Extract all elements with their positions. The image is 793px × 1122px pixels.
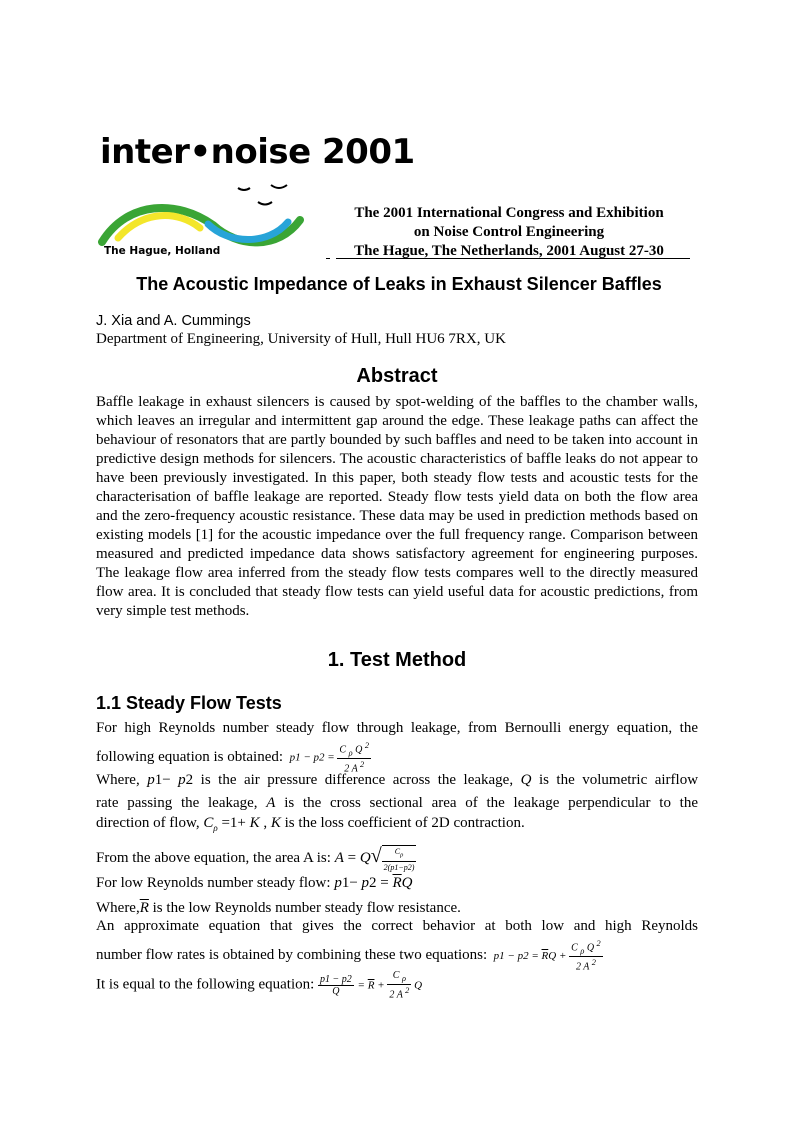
equation-fraction: $\frac{C _\rho Q ^2}{2 A ^2}$ [339, 741, 369, 775]
body-line: direction of flow, $C_\rho =1+ K$ , K is the loss coefficient of 2D contraction. [96, 815, 525, 833]
congress-logo-city: The Hague, Holland [104, 245, 221, 257]
body-line: rate passing the leakage, A is the cross sectional area of the leakage perpendicular to the [96, 795, 698, 811]
bernoulli-equation: p1 − p2 = [286, 751, 338, 764]
body-text: direction of flow, [96, 815, 200, 831]
header-rule-tick [326, 258, 330, 259]
rhs-fraction: $\frac{C _\rho}{2 A ^2}$ [389, 970, 410, 1001]
body-text: rate passing the leakage, [96, 795, 258, 811]
body-text: From the above equation, the area A is: [96, 850, 331, 867]
body-line: Where, p1− p2 is the air pressure difference across the leakage, Q is the volumetric airflow [96, 772, 699, 788]
combined-fraction: $\frac{C _\rho Q ^2}{2 A ^2}$ [571, 939, 601, 973]
body-text: Where, [96, 772, 140, 788]
body-text: is the air pressure difference across the leakage, [200, 772, 514, 788]
paper-title: The Acoustic Impedance of Leaks in Exhaust Silencer Baffles [136, 274, 662, 294]
body-text: is the low Reynolds number steady flow resistance. [152, 900, 461, 916]
conference-line: The 2001 International Congress and Exhibition [354, 205, 664, 221]
lhs-fraction: $\frac{p1 - p2}{Q}$ [320, 973, 352, 997]
body-line: An approximate equation that gives the correct behavior at both low and high Reynolds [96, 918, 698, 934]
congress-logo-text: inter•noise 2001 [100, 132, 415, 172]
body-text: number flow rates is obtained by combining these two equations: [96, 946, 488, 963]
conference-line: The Hague, The Netherlands, 2001 August 27-30 [354, 243, 664, 259]
body-text: is the cross sectional area of the leakage perpendicular to the [284, 795, 698, 811]
body-line: For high Reynolds number steady flow through leakage, from Bernoulli energy equation, the [96, 720, 698, 736]
subsection-heading: 1.1 Steady Flow Tests [96, 693, 282, 713]
body-text: is the loss coefficient of 2D contraction. [284, 815, 525, 831]
body-text: For low Reynolds number steady flow: [96, 875, 331, 891]
equation-line: It is equal to the following equation: $\frac{p1 - p2}{Q}$ = $\overline{R}$ + $\frac{C _\rho}{2 A ^2}$ Q [96, 970, 423, 1001]
body-text: It is equal to the following equation: [96, 976, 315, 993]
body-text: following equation is obtained: [96, 748, 284, 765]
body-text: Where, [96, 900, 140, 916]
paper-authors: J. Xia and A. Cummings [96, 313, 251, 329]
body-text: is the volumetric airflow [538, 772, 699, 788]
abstract-heading: Abstract [356, 365, 438, 387]
equation-line: number flow rates is obtained by combining these two equations: $p1 - p2 = \overline{R}Q$ + $\frac{C _\rho Q ^2}{2 A ^2}$ [96, 939, 601, 973]
equation-line: For low Reynolds number steady flow: $p1- p2 = \overline{R}Q$ [96, 875, 413, 891]
equation-line [96, 740, 371, 775]
paper-affiliation: Department of Engineering, University of Hull, Hull HU6 7RX, UK [96, 331, 506, 347]
equation-line: From the above equation, the area A is: A = Q√ $\frac{C_\rho}{2(p1-p2)}$ [96, 845, 415, 872]
abstract-text: Baffle leakage in exhaust silencers is caused by spot-welding of the baffles to the chamber walls, which leaves an irregular and intermittent gap around the edge. These leakage paths can affect the behaviour of resonators that are partly bounded by such baffles and need to be taken into account in predictive design methods for silencers. The acoustic characteristics of baffle leaks do not appear to have been previously investigated. In this paper, both steady flow tests and acoustic tests for the characterisation of baffle leakage are reported. Steady flow tests yield data on both the flow area and the zero-frequency acoustic resistance. These data may be used in prediction methods based on existing models [1] for the acoustic impedance over the full frequency range. Comparison between measured and predicted impedance data shows satisfactory agreement for engineering purposes. The leakage flow area inferred from the steady flow tests compares well to the directly measured flow area. It is concluded that steady flow tests can yield useful data for acoustic predictions, from very simple test methods. [96, 394, 698, 619]
congress-logo-waves [88, 180, 338, 252]
body-line: $Where,\overline{R}$ is the low Reynolds number steady flow resistance. [96, 900, 461, 916]
section-heading: 1. Test Method [327, 649, 467, 671]
conference-info [336, 204, 682, 261]
conference-line: on Noise Control Engineering [413, 224, 605, 240]
header-rule [336, 258, 690, 259]
area-fraction: $\frac{C_\rho}{2(p1-p2)}$ [383, 847, 415, 872]
